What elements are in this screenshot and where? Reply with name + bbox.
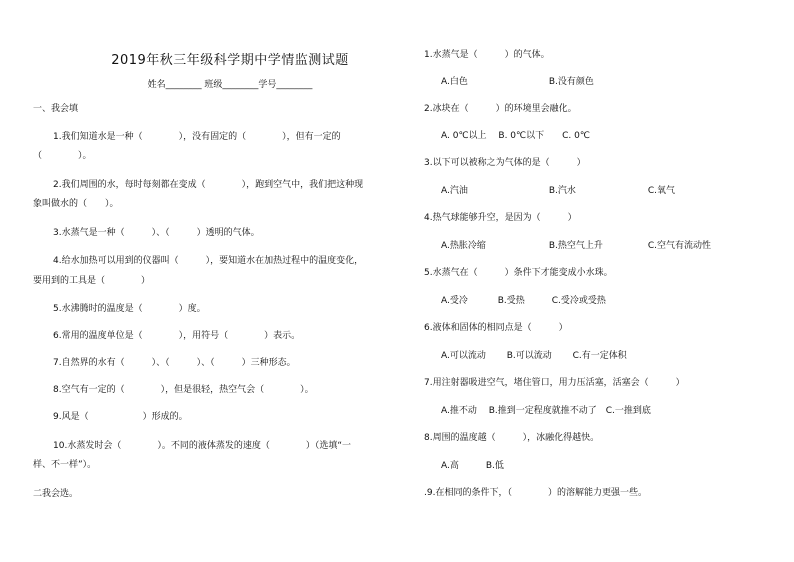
choice-question-6: 6.液体和固体的相同点是（ ） [424,323,568,333]
fill-question-3: 3.水蒸气是一种（ ）、（ ）透明的气体。 [53,228,260,238]
choice-question-7: 7.用注射器吸进空气，堵住管口，用力压活塞，活塞会（ ） [424,378,685,388]
choice-options-4: A.热胀冷缩 B.热空气上升 C.空气有流动性 [441,241,712,251]
fill-question-5: 5.水沸腾时的温度是（ ）度。 [53,304,206,314]
choice-question-8: 8.周围的温度越（ ），冰融化得越快。 [424,433,600,443]
fill-question-7: 7.自然界的水有（ ）、（ ）、（ ）三种形态。 [53,358,296,368]
fill-question-10: 10.水蒸发时会（ ）。不同的液体蒸发的速度（ ）（选填“一 [53,441,351,451]
fill-question-8: 8.空气有一定的（ ），但是很轻，热空气会（ ）。 [53,385,314,395]
choice-question-5: 5.水蒸气在（ ）条件下才能变成小水珠。 [424,268,613,278]
student-info-line: 姓名________ 班级________学号________ [147,80,313,90]
choice-options-5: A.受冷 B.受热 C.受冷或受热 [441,296,606,306]
exam-title: 2019年秋三年级科学期中学情监测试题 [111,53,349,68]
choice-question-4: 4.热气球能够升空，是因为（ ） [424,213,577,223]
choice-options-3: A.汽油 B.汽水 C.氧气 [441,186,676,196]
choice-options-6: A.可以流动 B.可以流动 C.有一定体积 [441,351,627,361]
choice-options-8: A.高 B.低 [441,461,504,471]
choice-options-7: A.推不动 B.推到一定程度就推不动了 C.一推到底 [441,406,651,416]
fill-question-1: 1.我们知道水是一种（ ），没有固定的（ ），但有一定的 [53,132,341,142]
choice-question-2: 2.冰块在（ ）的环境里会融化。 [424,104,577,114]
fill-question-2: 2.我们周围的水，每时每刻都在变成（ ），跑到空气中，我们把这种现 [53,180,364,190]
fill-question-4: 4.给水加热可以用到的仪器叫（ ），要知道水在加热过程中的温度变化， [53,256,364,266]
fill-question-10-cont: 样、不一样”）。 [33,460,97,470]
choice-options-2: A. 0℃以上 B. 0℃以下 C. 0℃ [441,131,590,141]
section-heading-choice: 二我会选。 [33,489,79,499]
choice-question-9: .9.在相同的条件下，（ ）的溶解能力更强一些。 [424,488,647,498]
fill-question-4-cont: 要用到的工具是（ ） [33,276,151,286]
section-heading-fill: 一、我会填 [33,104,79,114]
choice-question-3: 3.以下可以被称之为气体的是（ ） [424,158,586,168]
fill-question-1-cont: （ ）。 [33,151,92,161]
choice-options-1: A.白色 B.没有颜色 [441,77,594,87]
fill-question-2-cont: 象叫做水的（ ）。 [33,199,119,209]
fill-question-6: 6.常用的温度单位是（ ），用符号（ ）表示。 [53,331,301,341]
choice-question-1: 1.水蒸气是（ ）的气体。 [424,50,550,60]
fill-question-9: 9.风是（ ）形成的。 [53,412,188,422]
